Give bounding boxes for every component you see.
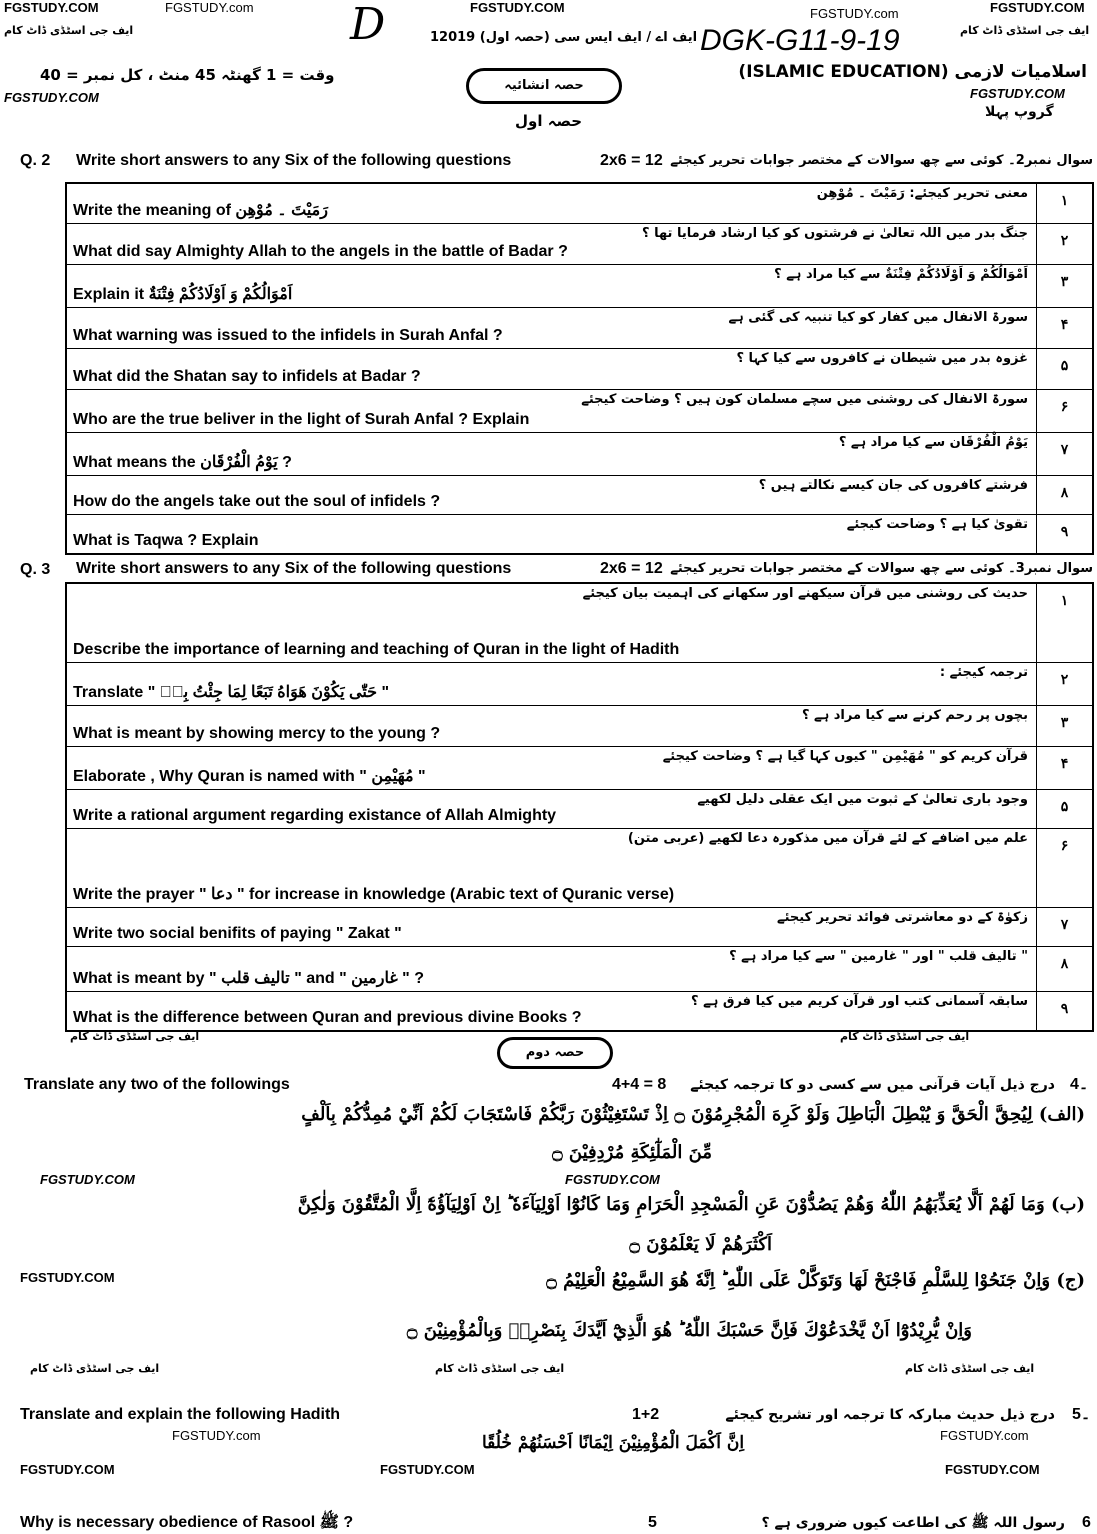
subject-title: اسلامیات لازمی (ISLAMIC EDUCATION) — [738, 62, 1087, 82]
question-english: Describe the importance of learning and teaching of Quran in the light of Hadith — [73, 641, 680, 658]
question-number: ۱ — [1036, 184, 1092, 223]
question-number: ۶ — [1036, 390, 1092, 432]
question-urdu: سابقہ آسمانی کتب اور قرآن کریم میں کیا فرق ہے ؟ — [691, 994, 1028, 1009]
q3-instruction: Write short answers to any Six of the following questions — [76, 560, 512, 577]
question-row — [67, 224, 1092, 265]
q3-marks: 2x6 = 12 — [600, 560, 663, 577]
question-english: What did say Almighty Allah to the angels in the battle of Badar ? — [73, 243, 568, 260]
handwritten-code: DGK-G11-9-19 — [700, 24, 900, 57]
q2-instruction: Write short answers to any Six of the following questions — [76, 152, 512, 169]
q6-instruction: Why is necessary obedience of Rasool ﷺ ? — [20, 1514, 354, 1531]
question-row — [67, 476, 1092, 515]
question-row — [67, 947, 1092, 992]
watermark: FGSTUDY.COM — [945, 1462, 1040, 1477]
question-english: What is the difference between Quran and previous divine Books ? — [73, 1009, 582, 1026]
watermark-urdu: ایف جی اسٹڈی ڈاٹ کام — [435, 1362, 565, 1375]
question-number: ۹ — [1036, 992, 1092, 1030]
question-english: Write a rational argument regarding existance of Allah Almighty — [73, 807, 557, 824]
watermark: FGSTUDY.COM — [20, 1462, 115, 1477]
question-number: ۵ — [1036, 790, 1092, 828]
question-number: ۲ — [1036, 663, 1092, 705]
question-row — [67, 992, 1092, 1030]
question-urdu: سورۃ الانفال کی روشنی میں سچے مسلمان کون ہیں ؟ وضاحت کیجئے — [581, 392, 1028, 407]
part-label: حصہ اول — [515, 112, 583, 130]
q3-urdu-instruction: سوال نمبر3۔ کوئی سے چھ سوالات کے مختصر جوابات تحریر کیجئے — [670, 561, 1093, 576]
question-english: Translate " حَتّٰى يَكُوْنَ هَوَاهُ تَبَعًا لِمَا جِئْتُ بِهٖ " — [73, 684, 390, 701]
question-english: What is Taqwa ? Explain — [73, 532, 259, 549]
class-line: ایف اے / ایف ایس سی (حصہ اول) 12019 — [430, 30, 698, 45]
question-english: How do the angels take out the soul of infidels ? — [73, 493, 441, 510]
watermark-urdu: ایف جی اسٹڈی ڈاٹ کام — [70, 1030, 200, 1043]
watermark-urdu: ایف جی اسٹڈی ڈاٹ کام — [960, 24, 1090, 37]
question-number: ۳ — [1036, 706, 1092, 746]
time-marks: وقت = 1 گھنٹہ 45 منٹ ، کل نمبر = 40 — [40, 66, 335, 84]
question-row — [67, 790, 1092, 829]
question-english: Write the meaning of رَمَيْتَ ۔ مُوْهِن — [73, 202, 328, 219]
q4-instruction: Translate any two of the followings — [24, 1076, 290, 1093]
question-row — [67, 747, 1092, 790]
question-row — [67, 908, 1092, 947]
q3-table — [65, 582, 1094, 1032]
q5-number: 5۔ — [1072, 1406, 1091, 1423]
q4-urdu-instruction: درج ذیل آیات قرآنی میں سے کسی دو کا ترجمہ کیجئے — [690, 1077, 1055, 1093]
q4-marks: 4+4 = 8 — [612, 1076, 667, 1093]
q3-label: Q. 3 — [20, 561, 51, 578]
group-label: گروپ پہلا — [985, 104, 1054, 120]
question-urdu: يَوْمُ الْفُرْقَان سے کیا مراد ہے ؟ — [838, 435, 1028, 450]
q5-urdu-instruction: درج ذیل حدیث مبارکہ کا ترجمہ اور تشریح کیجئے — [725, 1407, 1055, 1423]
watermark: FGSTUDY.COM — [565, 1172, 660, 1187]
watermark: FGSTUDY.COM — [4, 0, 99, 15]
watermark: FGSTUDY.com — [940, 1428, 1029, 1443]
question-urdu: غزوہ بدر میں شیطان نے کافروں سے کیا کہا ؟ — [736, 351, 1028, 366]
question-row — [67, 184, 1092, 224]
question-urdu: فرشتے کافروں کی جان کیسے نکالتے ہیں ؟ — [758, 478, 1028, 493]
question-urdu: جنگ بدر میں اللہ تعالیٰ نے فرشتوں کو کیا ارشاد فرمایا تھا ؟ — [642, 226, 1028, 241]
watermark: FGSTUDY.COM — [40, 1172, 135, 1187]
watermark: FGSTUDY.com — [172, 1428, 261, 1443]
watermark: FGSTUDY.COM — [990, 0, 1085, 15]
question-number: ۸ — [1036, 947, 1092, 991]
question-english: What warning was issued to the infidels in Surah Anfal ? — [73, 327, 503, 344]
question-english: Elaborate , Why Quran is named with " مُهَيْمِن " — [73, 768, 426, 785]
question-number: ۹ — [1036, 515, 1092, 553]
q6-urdu-instruction: رسول اللہ ﷺ کی اطاعت کیوں ضروری ہے ؟ — [761, 1515, 1065, 1531]
q2-table — [65, 182, 1094, 555]
question-english: What means the يَوْمُ الْفُرْقَان ? — [73, 454, 292, 471]
question-urdu: تقویٰ کیا ہے ؟ وضاحت کیجئے — [846, 517, 1028, 532]
watermark: FGSTUDY.com — [810, 6, 899, 21]
handwritten-set: D — [350, 0, 386, 50]
question-english: Who are the true beliver in the light of Surah Anfal ? Explain — [73, 411, 530, 428]
question-english: Explain it اَمْوَالُكُمْ وَ اَوْلَادُكُمْ فِتْنَةٌ — [73, 286, 293, 303]
watermark: FGSTUDY.COM — [4, 90, 99, 105]
watermark: FGSTUDY.COM — [470, 0, 565, 15]
question-urdu: معنی تحریر کیجئے: رَمَيْتَ ۔ مُوْهِن — [816, 186, 1028, 201]
question-number: ۶ — [1036, 829, 1092, 907]
watermark: FGSTUDY.COM — [970, 86, 1065, 101]
question-english: What is meant by " تالیف قلب " and " غارمین " ? — [73, 970, 424, 987]
question-urdu: ترجمہ کیجئے : — [939, 665, 1028, 680]
question-number: ۱ — [1036, 584, 1092, 662]
question-urdu: وجود باری تعالیٰ کے ثبوت میں ایک عقلی دلیل لکھیے — [697, 792, 1028, 807]
question-row — [67, 308, 1092, 349]
question-row — [67, 829, 1092, 908]
q5-marks: 1+2 — [632, 1406, 660, 1423]
q6-marks: 5 — [648, 1514, 657, 1531]
question-number: ۴ — [1036, 747, 1092, 789]
section-badge: حصہ انشائیہ — [466, 68, 622, 104]
question-english: What is meant by showing mercy to the young ? — [73, 725, 441, 742]
watermark-urdu: ایف جی اسٹڈی ڈاٹ کام — [4, 24, 134, 37]
verse-line: اَكْثَرَهُمْ لَا يَعْلَمُوْنَ ۝ — [629, 1234, 772, 1255]
question-number: ۷ — [1036, 433, 1092, 475]
question-row — [67, 349, 1092, 390]
question-english: What did the Shatan say to infidels at Badar ? — [73, 368, 421, 385]
question-urdu: سورۃ الانفال میں کفار کو کیا تنبیہ کی گئی ہے — [728, 310, 1028, 325]
watermark: FGSTUDY.COM — [20, 1270, 115, 1285]
question-urdu: اَمْوَالُكُمْ وَ اَوْلَادُكُمْ فِتْنَةٌ سے کیا مراد ہے ؟ — [774, 267, 1028, 282]
watermark: FGSTUDY.com — [165, 0, 254, 15]
q2-urdu-instruction: سوال نمبر2۔ کوئی سے چھ سوالات کے مختصر جوابات تحریر کیجئے — [670, 153, 1093, 168]
question-urdu: " تالیف قلب " اور " غارمین " سے کیا مراد ہے ؟ — [729, 949, 1028, 964]
question-number: ۳ — [1036, 265, 1092, 307]
q5-instruction: Translate and explain the following Hadith — [20, 1406, 341, 1423]
watermark-urdu: ایف جی اسٹڈی ڈاٹ کام — [905, 1362, 1035, 1375]
verse-line: (ج) وَاِنْ جَنَحُوْا لِلسَّلْمِ فَاجْنَحْ لَهَا وَتَوَكَّلْ عَلَى اللّٰهِ ؕ اِنَّهٗ هُوَ السَّمِيْعُ الْعَلِيْمُ ۝ — [546, 1270, 1085, 1291]
question-number: ۵ — [1036, 349, 1092, 389]
q4-number: 4۔ — [1070, 1076, 1089, 1093]
q2-label: Q. 2 — [20, 152, 51, 169]
verse-line: (ب) وَمَا لَهُمْ اَلَّا يُعَذِّبَهُمُ اللّٰهُ وَهُمْ يَصُدُّوْنَ عَنِ الْمَسْجِدِ الْحَرَامِ وَمَا كَانُوْٓا اَوْلِيَآءَهٗ ؕ اِنْ اَوْلِيَآؤُهٗٓ اِلَّا الْمُتَّقُوْنَ وَلٰكِنَّ — [297, 1194, 1085, 1215]
question-urdu: حدیث کی روشنی میں قرآن سیکھنے اور سکھانے کی اہمیت بیان کیجئے — [582, 586, 1028, 601]
q2-marks: 2x6 = 12 — [600, 152, 663, 169]
question-number: ۷ — [1036, 908, 1092, 946]
question-urdu: زکوٰۃ کے دو معاشرتی فوائد تحریر کیجئے — [776, 910, 1028, 925]
verse-line: وَاِنْ يُّرِيْدُوْٓا اَنْ يَّخْدَعُوْكَ فَاِنَّ حَسْبَكَ اللّٰهُ ؕ هُوَ الَّذِيْٓ اَيَّدَكَ بِنَصْرِهٖ وَبِالْمُؤْمِنِيْنَ ۝ — [406, 1320, 972, 1341]
question-english: Write two social benifits of paying " Zakat " — [73, 925, 402, 942]
q6-number: 6 — [1082, 1514, 1091, 1531]
question-row — [67, 663, 1092, 706]
question-number: ۸ — [1036, 476, 1092, 514]
question-row — [67, 515, 1092, 553]
question-urdu: علم میں اضافے کے لئے قرآن میں مذکورہ دعا لکھیے (عربی متن) — [627, 831, 1028, 846]
question-english: Write the prayer " دعا " for increase in knowledge (Arabic text of Quranic verse) — [73, 886, 675, 903]
watermark: FGSTUDY.COM — [380, 1462, 475, 1477]
part2-badge: حصہ دوم — [497, 1037, 613, 1069]
verse-line: مِّنَ الْمَلٰٓئِكَةِ مُرْدِفِيْنَ ۝ — [552, 1142, 712, 1163]
question-row — [67, 584, 1092, 663]
question-row — [67, 433, 1092, 476]
watermark-urdu: ایف جی اسٹڈی ڈاٹ کام — [840, 1030, 970, 1043]
question-number: ۲ — [1036, 224, 1092, 264]
question-row — [67, 390, 1092, 433]
verse-line: (الف) لِيُحِقَّ الْحَقَّ وَ يُبْطِلَ الْبَاطِلَ وَلَوْ كَرِهَ الْمُجْرِمُوْنَ ۝ اِذْ تَسْتَغِيْثُوْنَ رَبَّكُمْ فَاسْتَجَابَ لَكُمْ اَنِّيْ مُمِدُّكُمْ بِاَلْفٍ — [301, 1104, 1085, 1125]
question-urdu: قرآن کریم کو " مُهَيْمِن " کیوں کہا گیا ہے ؟ وضاحت کیجئے — [662, 749, 1028, 764]
watermark-urdu: ایف جی اسٹڈی ڈاٹ کام — [30, 1362, 160, 1375]
question-number: ۴ — [1036, 308, 1092, 348]
hadith-text: اِنَّ اَكْمَلَ الْمُؤْمِنِيْنَ اِيْمَانًا اَحْسَنُهُمْ خُلُقًا — [482, 1433, 745, 1453]
question-row — [67, 265, 1092, 308]
question-row — [67, 706, 1092, 747]
question-urdu: بچوں پر رحم کرنے سے کیا مراد ہے ؟ — [801, 708, 1028, 723]
